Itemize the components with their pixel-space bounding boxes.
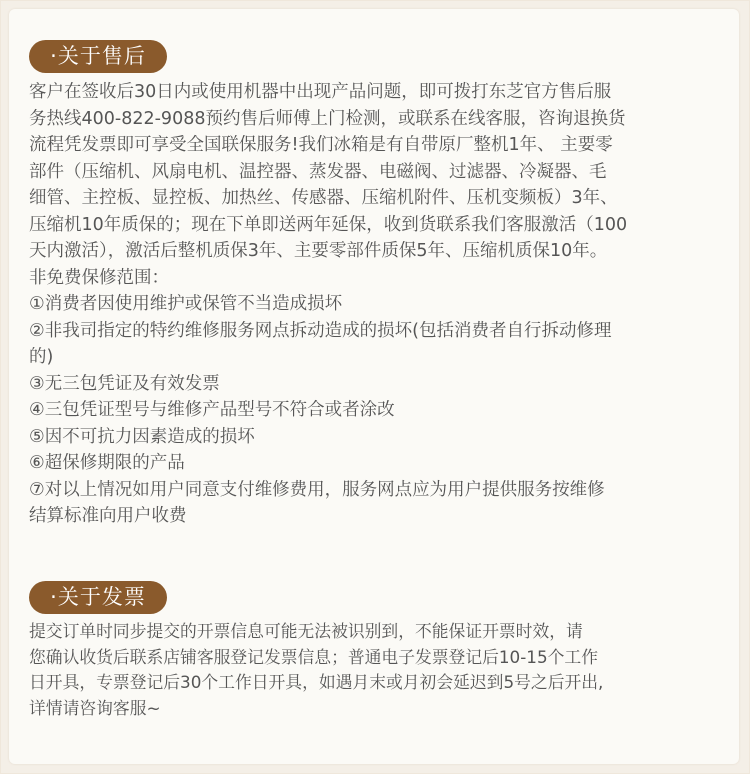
after-sales-line: 压缩机10年质保的；现在下单即送两年延保，收到货联系我们客服激活（100 xyxy=(29,214,628,235)
exclusion-item: ①消费者因使用维护或保管不当造成损坏 xyxy=(29,294,343,314)
invoice-line: 您确认收货后联系店铺客服登记发票信息；普通电子发票登记后10-15个工作 xyxy=(29,646,598,667)
after-sales-line: 务热线400-822-9088预约售后师傅上门检测，或联系在线客服，咨询退换货 xyxy=(29,108,626,129)
invoice-line: 详情请咨询客服~ xyxy=(29,697,161,718)
non-free-repair-heading: 非免费保修范围： xyxy=(29,267,169,288)
invoice-line: 提交订单时同步提交的开票信息可能无法被识别到，不能保证开票时效，请 xyxy=(29,621,583,641)
exclusion-item: ④三包凭证型号与维修产品型号不符合或者涂改 xyxy=(29,400,395,420)
exclusion-item: ⑥超保修期限的产品 xyxy=(29,453,185,473)
exclusion-item: ⑤因不可抗力因素造成的损坏 xyxy=(29,426,255,447)
after-sales-text xyxy=(29,79,729,530)
after-sales-line: 客户在签收后30日内或使用机器中出现产品问题，即可拨打东芝官方售后服 xyxy=(29,82,612,102)
exclusion-item: ③无三包凭证及有效发票 xyxy=(29,373,220,394)
after-sales-line: 细管、主控板、显控板、加热丝、传感器、压缩机附件、压机变频板）3年、 xyxy=(29,188,618,208)
after-sales-line: 部件（压缩机、风扇电机、温控器、蒸发器、电磁阀、过滤器、冷凝器、毛 xyxy=(29,161,607,182)
invoice-text xyxy=(29,619,729,721)
after-sales-line: 流程凭发票即可享受全国联保服务!我们冰箱是有自带原厂整机1年、 主要零 xyxy=(29,135,613,155)
exclusion-item-continued: 的) xyxy=(29,347,54,367)
exclusion-item: ⑦对以上情况如用户同意支付维修费用，服务网点应为用户提供服务按维修 xyxy=(29,479,605,500)
invoice-title: ·关于发票 xyxy=(29,581,167,614)
after-sales-title: ·关于售后 xyxy=(29,40,167,73)
exclusion-item: ②非我司指定的特约维修服务网点拆动造成的损坏(包括消费者自行拆动修理 xyxy=(29,320,612,341)
after-sales-line: 天内激活），激活后整机质保3年、主要零部件质保5年、压缩机质保10年。 xyxy=(29,241,608,261)
exclusion-item-continued: 结算标准向用户收费 xyxy=(29,506,187,526)
invoice-line: 日开具，专票登记后30个工作日开具，如遇月末或月初会延迟到5号之后开出, xyxy=(29,672,604,692)
